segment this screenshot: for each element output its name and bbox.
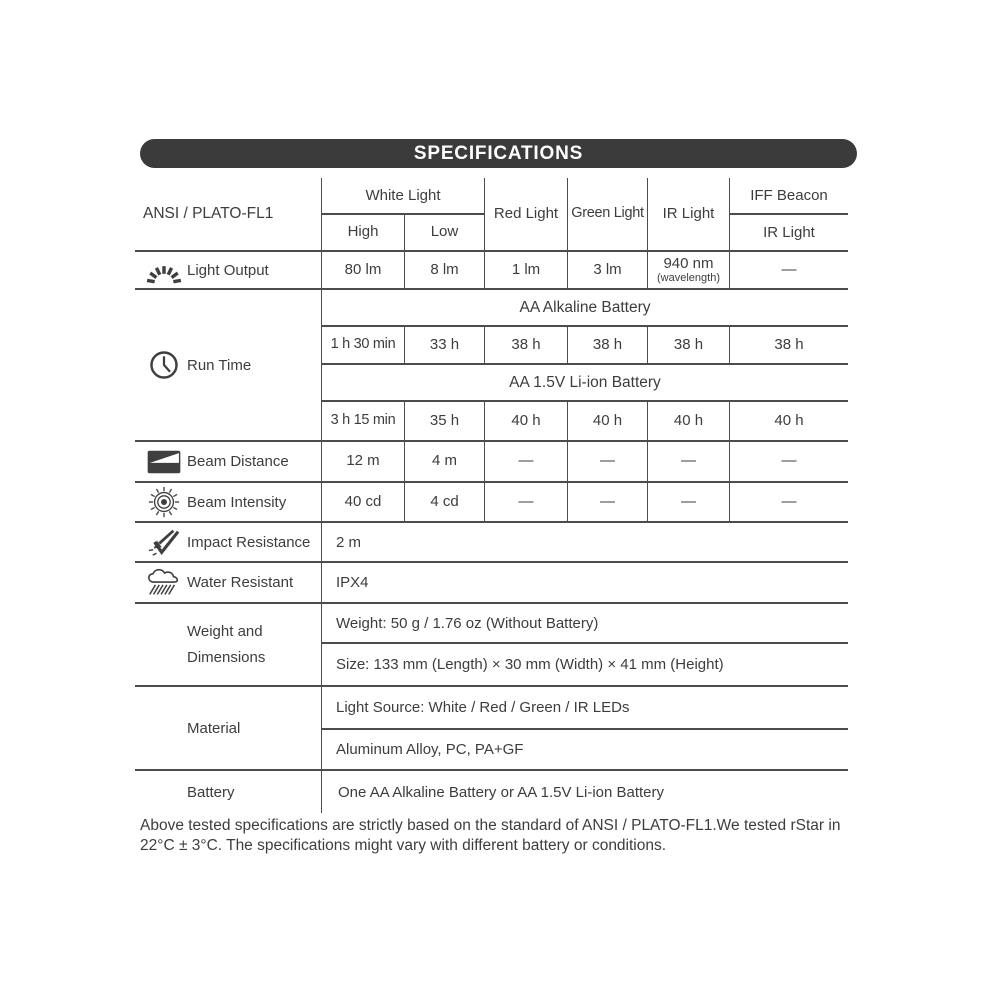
liion-white-high: 3 h 15 min bbox=[322, 402, 405, 440]
alkaline-iff: 38 h bbox=[774, 335, 804, 353]
light-output-iff: — bbox=[781, 260, 797, 278]
banner-title: SPECIFICATIONS bbox=[413, 142, 584, 164]
row-beam-distance bbox=[135, 442, 848, 483]
header-ir-light: IR Light bbox=[648, 178, 730, 250]
battery-label: Battery bbox=[187, 783, 235, 801]
alkaline-ir: 38 h bbox=[648, 327, 730, 363]
row-beam-intensity bbox=[135, 483, 848, 523]
clock-icon bbox=[141, 349, 187, 381]
row-water-resistant bbox=[135, 563, 848, 604]
beam-intensity-iff: — bbox=[781, 492, 797, 510]
beam-intensity-label-cell bbox=[135, 483, 322, 521]
beam-distance-green: — bbox=[568, 442, 648, 481]
beam-intensity-ir: — bbox=[648, 483, 730, 521]
material-value: Aluminum Alloy, PC, PA+GF bbox=[336, 741, 524, 758]
beam-distance-white-high: 12 m bbox=[322, 442, 405, 481]
weight-label: Weight and Dimensions bbox=[187, 622, 266, 666]
run-time-alkaline-header-row bbox=[322, 290, 848, 327]
water-value: IPX4 bbox=[336, 574, 369, 591]
impact-label-cell bbox=[135, 523, 322, 561]
weight-label-cell bbox=[135, 604, 322, 685]
battery-label-cell bbox=[135, 771, 322, 813]
run-time-liion-values-row bbox=[322, 402, 848, 440]
liion-green: 40 h bbox=[568, 402, 648, 440]
liion-battery-header: AA 1.5V Li-ion Battery bbox=[509, 373, 661, 391]
size-value: Size: 133 mm (Length) × 30 mm (Width) × 41 mm (Height) bbox=[336, 656, 724, 673]
footnote: Above tested specifications are strictly based on the standard of ANSI / PLATO-FL1.We tested rStar in 22°C ± 3°C. The specifications might vary with different battery or conditions. bbox=[140, 817, 841, 854]
ir-wavelength-value: 940 nm bbox=[663, 254, 714, 272]
specifications-table bbox=[135, 178, 848, 813]
light-output-label: Light Output bbox=[187, 261, 269, 279]
beam-intensity-white-high: 40 cd bbox=[322, 483, 405, 521]
alkaline-battery-header: AA Alkaline Battery bbox=[519, 298, 651, 316]
run-time-label: Run Time bbox=[187, 356, 252, 374]
liion-red: 40 h bbox=[485, 402, 568, 440]
beam-distance-red: — bbox=[485, 442, 568, 481]
header-white-high: High bbox=[322, 215, 405, 250]
target-icon bbox=[141, 486, 187, 518]
liion-white-low: 35 h bbox=[405, 402, 485, 440]
impact-label: Impact Resistance bbox=[187, 533, 311, 551]
header-iff-beacon: IFF Beacon bbox=[730, 178, 848, 215]
run-time-liion-header-row bbox=[322, 365, 848, 402]
light-output-green: 3 lm bbox=[568, 252, 648, 288]
liion-ir: 40 h bbox=[648, 402, 730, 440]
beam-distance-label-cell bbox=[135, 442, 322, 481]
standard-label: ANSI / PLATO-FL1 bbox=[143, 205, 274, 222]
row-light-output bbox=[135, 252, 848, 290]
light-output-red: 1 lm bbox=[485, 252, 568, 288]
material-label-cell bbox=[135, 687, 322, 769]
header-white-low: Low bbox=[430, 223, 459, 241]
header-green-light: Green Light bbox=[568, 178, 648, 250]
light-output-label-cell bbox=[135, 252, 322, 288]
row-weight-dimensions bbox=[135, 604, 848, 687]
beam-distance-ir: — bbox=[648, 442, 730, 481]
row-impact-resistance bbox=[135, 523, 848, 563]
run-time-alkaline-values-row bbox=[322, 327, 848, 365]
table-header-row bbox=[135, 178, 848, 252]
beam-intensity-white-low: 4 cd bbox=[405, 483, 485, 521]
beam-icon bbox=[141, 448, 187, 476]
beam-distance-white-low: 4 m bbox=[405, 442, 485, 481]
alkaline-red: 38 h bbox=[485, 327, 568, 363]
impact-value: 2 m bbox=[336, 533, 362, 551]
header-standard-cell bbox=[135, 178, 322, 250]
ir-wavelength-caption: (wavelength) bbox=[657, 272, 720, 285]
alkaline-white-low: 33 h bbox=[405, 327, 485, 363]
light-source-value: Light Source: White / Red / Green / IR LEDs bbox=[322, 687, 848, 730]
header-white-light-group bbox=[322, 178, 485, 250]
liion-iff: 40 h bbox=[774, 411, 804, 429]
material-label: Material bbox=[187, 719, 241, 737]
run-time-label-cell bbox=[135, 290, 322, 440]
row-battery bbox=[135, 771, 848, 813]
beam-distance-iff: — bbox=[781, 452, 797, 470]
header-white-light: White Light bbox=[322, 178, 484, 215]
beam-intensity-label: Beam Intensity bbox=[187, 493, 287, 511]
light-output-white-high: 80 lm bbox=[322, 252, 405, 288]
rain-cloud-icon bbox=[141, 567, 187, 599]
row-material bbox=[135, 687, 848, 771]
row-run-time bbox=[135, 290, 848, 442]
alkaline-green: 38 h bbox=[568, 327, 648, 363]
battery-value: One AA Alkaline Battery or AA 1.5V Li-ion Battery bbox=[338, 783, 665, 801]
header-red-light: Red Light bbox=[485, 178, 568, 250]
beam-distance-label: Beam Distance bbox=[187, 453, 289, 470]
impact-check-icon bbox=[141, 527, 187, 557]
alkaline-white-high: 1 h 30 min bbox=[322, 327, 405, 363]
specifications-banner bbox=[140, 139, 857, 168]
light-output-white-low: 8 lm bbox=[405, 252, 485, 288]
water-label-cell bbox=[135, 563, 322, 602]
weight-value: Weight: 50 g / 1.76 oz (Without Battery) bbox=[322, 604, 848, 644]
light-rays-icon bbox=[141, 255, 187, 285]
water-label: Water Resistant bbox=[187, 574, 294, 591]
beam-intensity-red: — bbox=[485, 483, 568, 521]
header-iff-ir-light: IR Light bbox=[763, 224, 815, 241]
beam-intensity-green: — bbox=[568, 483, 648, 521]
header-iff-beacon-group bbox=[730, 178, 848, 250]
light-output-ir bbox=[648, 252, 730, 288]
